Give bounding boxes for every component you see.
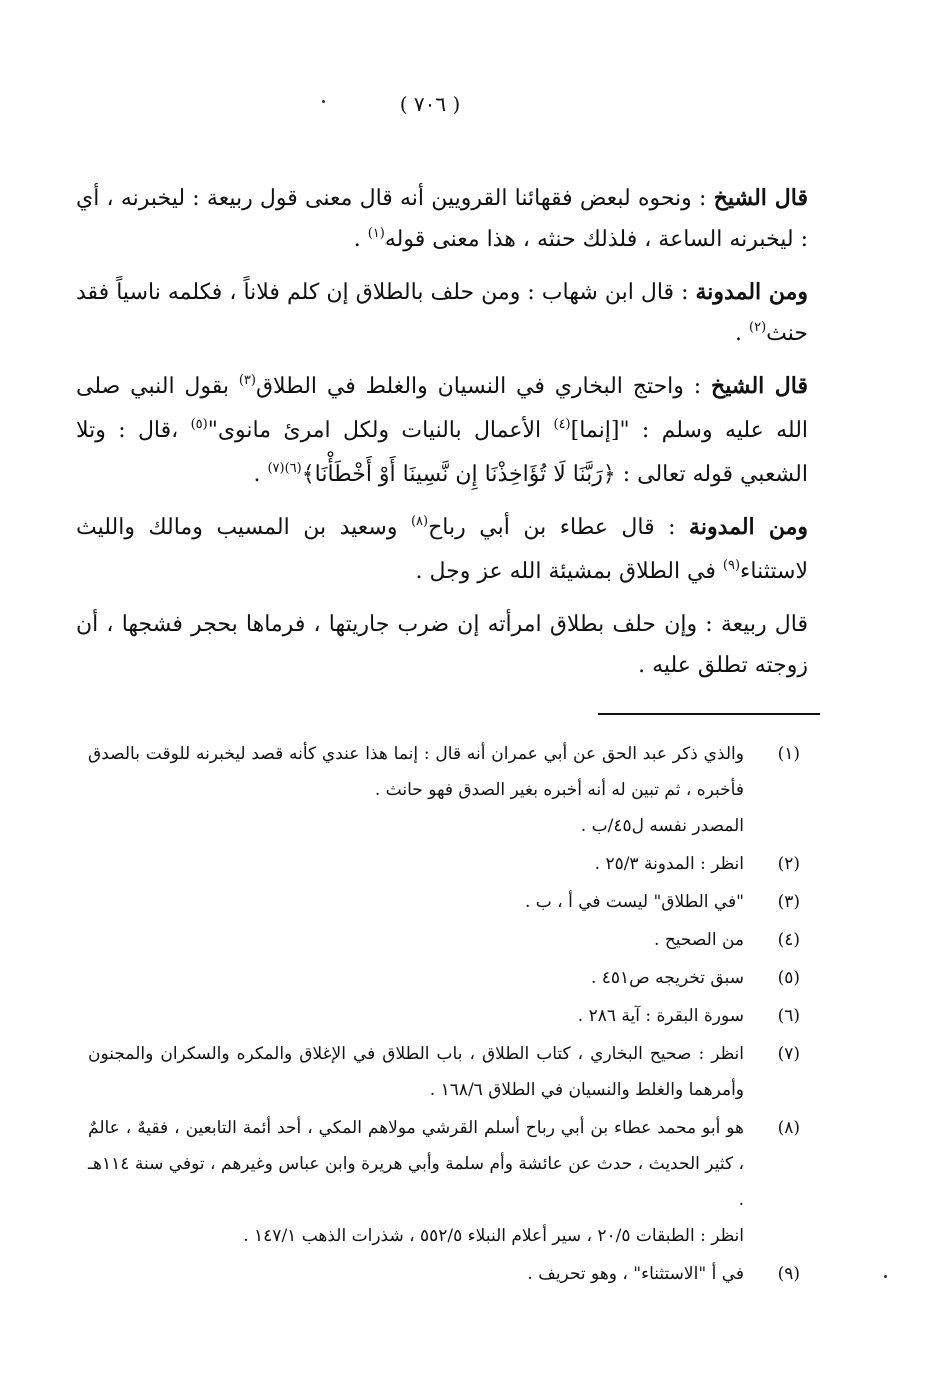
footnote-line: سبق تخريجه ص٤٥١ .: [590, 968, 744, 988]
footnote-text: [88, 736, 744, 844]
footnote-text: [88, 846, 744, 882]
paragraph-text: في الطلاق بمشيئة الله عز وجل .: [415, 559, 723, 584]
footnote-number: (١): [777, 744, 800, 764]
footnote-marker: (٤): [553, 417, 571, 432]
paragraph-label: ومن المدونة: [695, 279, 808, 305]
footnote-text: [88, 998, 744, 1034]
paragraph-text: وسعيد بن المسيب ومالك والليث لاستثناء: [76, 515, 808, 584]
paragraph-text: ،قال : وتلا الشعبي قوله تعالى : ﴿رَبَّنَا لَا تُؤَاخِذْنَا إِن نَّسِينَا أَوْ أَخْطَأْنَا﴾: [76, 418, 808, 487]
footnote-text: [88, 1110, 744, 1254]
footnote-number: (٢): [777, 854, 800, 874]
footnote-number: (٩): [777, 1264, 800, 1284]
main-text: [76, 178, 808, 695]
footnote-number: (٧): [777, 1044, 800, 1064]
paragraph-text: : ونحوه لبعض فقهائنا القرويين أنه قال معنى قول ربيعة : ليخبرنه ، أي : ليخبرنه الساعة ، فلذلك حنثه ، هذا معنى قوله: [76, 186, 808, 252]
paragraph-text: : قال ابن شهاب : ومن حلف بالطلاق إن كلم فلاناً ، فكلمه ناسياً فقد حنث: [76, 280, 808, 346]
paragraph-5: [76, 604, 808, 686]
paragraph-4: [76, 507, 808, 595]
footnote-number: (٣): [777, 892, 800, 912]
footnote-line: في أ "الاستثناء" ، وهو تحريف .: [527, 1264, 744, 1284]
footnote-marker: (٢): [749, 320, 767, 335]
footnote-line: هو أبو محمد عطاء بن أبي رباح أسلم القرشي مولاهم المكي ، أحد أئمة التابعين ، فقيهٌ ، عالمٌ ، كثير الحديث ، حدث عن عائشة وأم سلمة وأبي هريرة وابن عباس وغيرهم ، توفي سنة ١١٤هـ .: [88, 1118, 744, 1210]
scan-speck: [884, 1275, 887, 1278]
footnote-marker: (٥): [190, 417, 208, 432]
paragraph-2: [76, 272, 808, 357]
footnote-item: [88, 846, 800, 882]
footnote-marker: (٩): [722, 558, 741, 573]
footnote-number: (٤): [777, 930, 800, 950]
footnote-line: انظر : الطبقات ٢٠/٥ ، سير أعلام النبلاء ٥٥٢/٥ ، شذرات الذهب ١٤٧/١ .: [243, 1226, 744, 1246]
footnote-item: [88, 884, 800, 920]
footnote-marker: (٣): [238, 373, 256, 388]
footnote-text: [88, 922, 744, 958]
footnote-marker: (٦): [284, 461, 302, 476]
paragraph-3: [76, 366, 808, 498]
footnote-marker: (٧): [267, 461, 285, 476]
footnote-item: [88, 736, 800, 844]
paragraph-text: .: [735, 321, 750, 346]
page-number: ( ٧٠٦ ): [399, 92, 461, 116]
paragraph-text: قال ربيعة : وإن حلف بطلاق امرأته إن ضرب جاريتها ، فرماها بحجر فشجها ، أن زوجته تطلق عليه .: [76, 612, 808, 678]
footnote-text: [88, 884, 744, 920]
footnote-text: [88, 960, 744, 996]
footnote-line: انظر : المدونة ٢٥/٣ .: [594, 854, 744, 874]
footnote-marker: (١): [367, 226, 385, 241]
footnote-item: [88, 960, 800, 996]
footnote-item: [88, 1110, 800, 1254]
paragraph-text: : قال عطاء بن أبي رباح: [428, 515, 690, 540]
footnote-separator: [598, 713, 820, 715]
paragraph-label: قال الشيخ: [713, 185, 808, 211]
footnote-line: المصدر نفسه ل٤٥/ب .: [580, 816, 744, 836]
footnote-line: "في الطلاق" ليست في أ ، ب .: [524, 892, 744, 912]
footnote-number: (٥): [777, 968, 800, 988]
paragraph-text: .: [253, 462, 268, 487]
footnote-item: [88, 922, 800, 958]
paragraph-text: الأعمال بالنيات ولكل امرئ مانوى": [207, 418, 554, 443]
footnote-number: (٨): [777, 1118, 800, 1138]
footnote-line: سورة البقرة : آية ٢٨٦ .: [577, 1006, 744, 1026]
footnote-number: (٦): [777, 1006, 800, 1026]
footnote-marker: (٨): [410, 514, 429, 529]
paragraph-label: قال الشيخ: [711, 373, 808, 399]
footnote-text: [88, 1256, 744, 1292]
paragraph-1: [76, 178, 808, 263]
footnotes: [88, 736, 800, 1294]
paragraph-text: .: [353, 227, 368, 252]
paragraph-text: بقول النبي صلى الله عليه وسلم : "[إنما]: [76, 374, 809, 443]
footnote-line: من الصحيح .: [654, 930, 744, 950]
footnote-line: والذي ذكر عبد الحق عن أبي عمران أنه قال : إنما هذا عندي كأنه قصد ليخبرنه للوقت بالصدق فأخبره ، ثم تبين له أنه أخبره بغير الصدق فهو حانث .: [88, 744, 744, 800]
footnote-item: [88, 998, 800, 1034]
footnote-item: [88, 1036, 800, 1108]
paragraph-label: ومن المدونة: [689, 514, 808, 540]
footnote-line: انظر : صحيح البخاري ، كتاب الطلاق ، باب الطلاق في الإغلاق والمكره والسكران والمجنون وأمرهما والغلط والنسيان في الطلاق ١٦٨/٦ .: [88, 1044, 744, 1100]
footnote-text: [88, 1036, 744, 1108]
paragraph-text: : واحتج البخاري في النسيان والغلط في الطلاق: [255, 374, 712, 399]
footnote-item: [88, 1256, 800, 1292]
